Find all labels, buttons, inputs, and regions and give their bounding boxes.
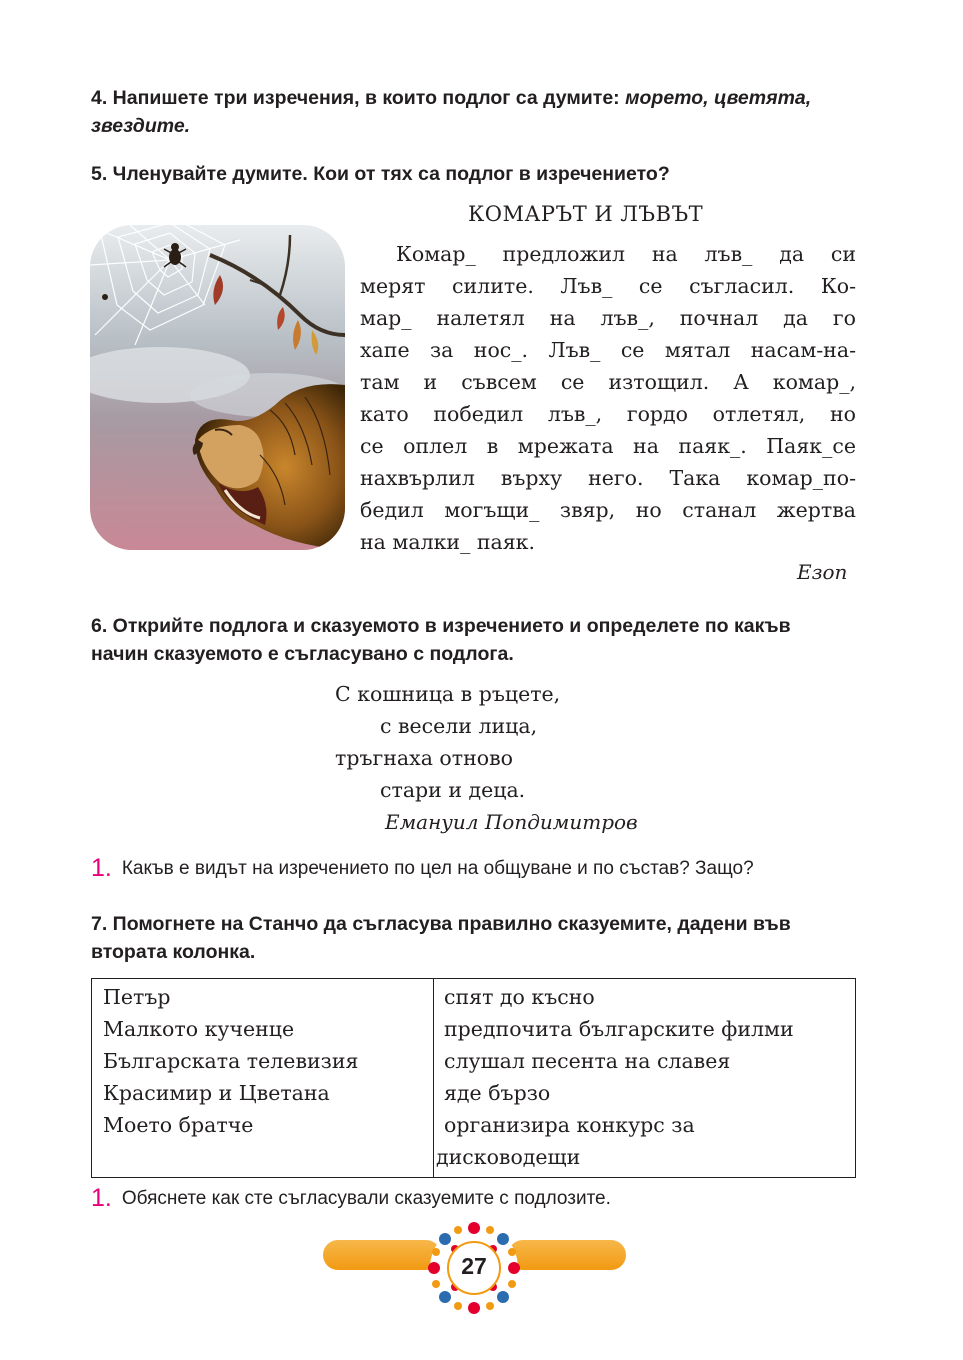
subject-cell: Моето братче [103, 1113, 254, 1137]
subject-cell: Петър [103, 985, 171, 1009]
story-text [360, 238, 856, 558]
task-5-label: 5. Членувайте думите. Кои от тях са подлог в изречението? [91, 163, 670, 185]
matching-table [91, 978, 856, 1178]
story-title: КОМАРЪТ И ЛЪВЪТ [468, 202, 704, 226]
story-line: на малки_ паяк. [360, 530, 535, 554]
table-row [92, 979, 856, 1178]
task-4-label: 4. Напишете три изречения, в които подлог са думите: [91, 87, 620, 109]
story-line: се оплел в мрежата на паяк_. Паяк_се [360, 434, 856, 458]
story-line: Комар_ предложил на лъв_ да си [396, 242, 856, 266]
task-4-words: морето, цветята, [625, 87, 812, 109]
page-number: 27 [461, 1253, 487, 1279]
lion-and-spider-illustration [90, 225, 345, 550]
task-7-label-line2: втората колонка. [91, 941, 256, 963]
story-line: като победил лъв_, гордо отлетял, но [360, 402, 856, 426]
poem-line: стари и деца. [380, 778, 526, 802]
footer-bar-right [508, 1240, 626, 1270]
story-line: бедил могъщи_ звяр, но станал жертва [360, 498, 856, 522]
predicate-cell: слушал песента на славея [444, 1049, 731, 1073]
poem-author: Емануил Попдимитров [385, 810, 638, 834]
task-6-label-line2: начин сказуемото е съгласувано с подлога. [91, 643, 514, 665]
predicates-column [434, 979, 856, 1178]
poem-line: С кошница в ръцете, [335, 682, 561, 706]
task-6-question [91, 854, 754, 883]
poem-line: с весели лица, [380, 714, 538, 738]
question-text: Какъв е видът на изречението по цел на общуване и по състав? Защо? [121, 858, 754, 879]
question-number: 1. [91, 1184, 112, 1212]
task-7-label-line1: 7. Помогнете на Станчо да съгласува правилно сказуемите, дадени във [91, 913, 791, 935]
story-line: хапе за нос_. Лъв_ се мятал насам-на- [360, 338, 856, 362]
predicate-cell: предпочита българските филми [444, 1017, 794, 1041]
question-text: Обяснете как сте съгласували сказуемите с подлозите. [121, 1188, 611, 1209]
story-line: мерят силите. Лъв_ се съгласил. Ко- [360, 274, 856, 298]
question-number: 1. [91, 854, 112, 882]
subjects-column [92, 979, 434, 1178]
predicate-cell: организира конкурс за [444, 1113, 695, 1137]
poem [335, 678, 560, 806]
story-line: мар_ налетял на лъв_, почнал да го [360, 306, 856, 330]
subject-cell: Красимир и Цветана [103, 1081, 330, 1105]
task-4 [91, 84, 871, 140]
story-line: нахвърлил върху него. Така комар_по- [360, 466, 856, 490]
poem-line: тръгнаха отново [335, 746, 514, 770]
predicate-cell: дисководещи [436, 1145, 581, 1169]
story-line: там и съвсем се изтощил. А комар_, [360, 370, 856, 394]
subject-cell: Българската телевизия [103, 1049, 359, 1073]
subject-cell: Малкото кученце [103, 1017, 295, 1041]
footer-bar-left [323, 1240, 441, 1270]
predicate-cell: спят до късно [444, 985, 595, 1009]
task-4-words-cont: звездите. [91, 115, 191, 137]
task-6-label [91, 612, 871, 668]
task-7-question [91, 1184, 611, 1213]
predicate-cell: яде бързо [444, 1081, 551, 1105]
story-author: Езоп [797, 560, 848, 584]
task-6-label-line1: 6. Открийте подлога и сказуемото в изречението и определете по какъв [91, 615, 791, 637]
task-7-label [91, 910, 871, 966]
